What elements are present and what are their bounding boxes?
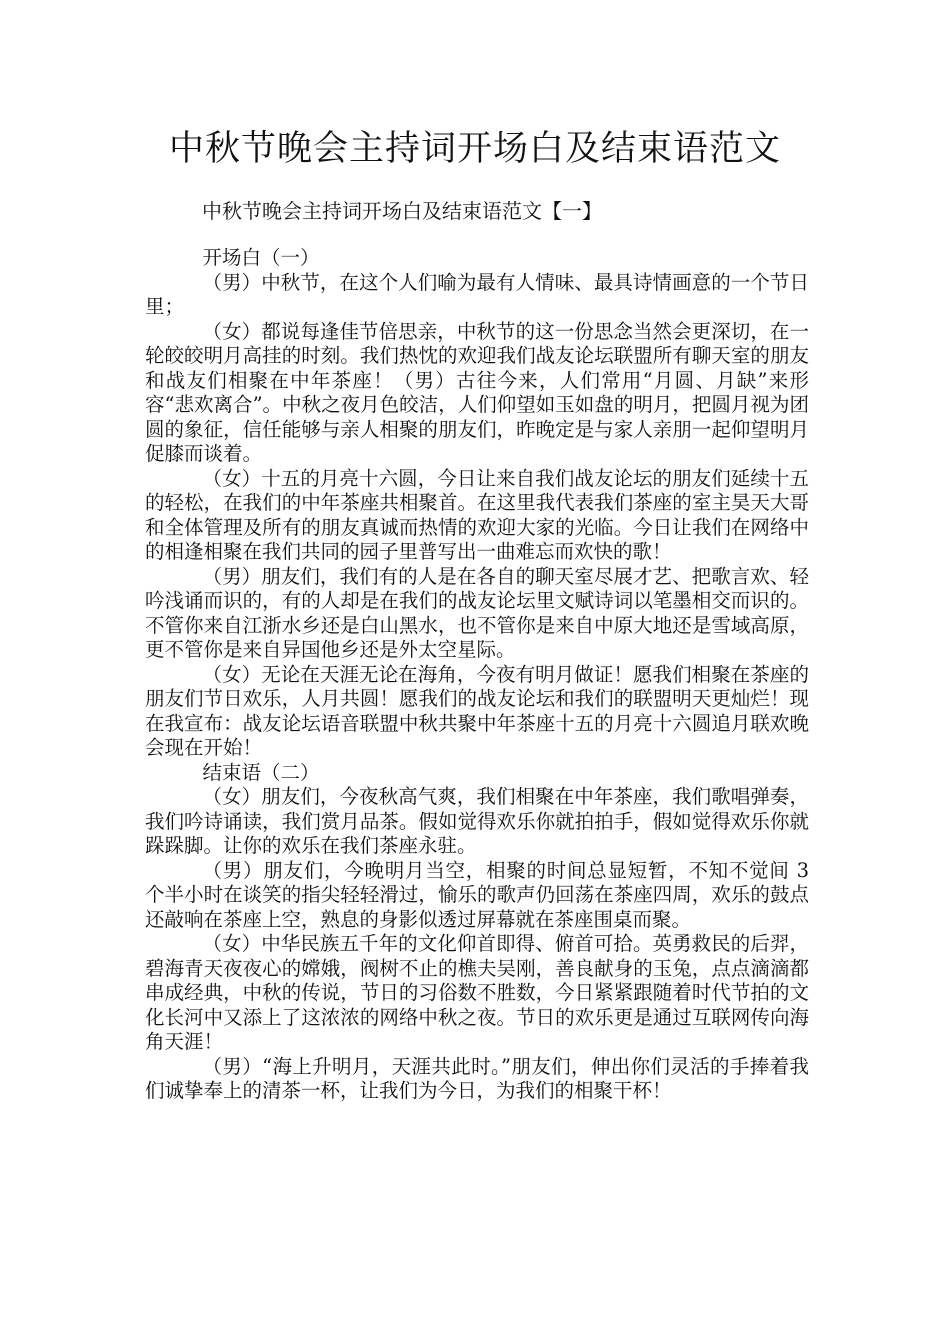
paragraph: （女）朋友们，今夜秋高气爽，我们相聚在中年茶座，我们歌唱弹奏，我们吟诗诵读，我们赏月品茶。假如觉得欢乐你就拍拍手，假如觉得欢乐你就跺跺脚。让你的欢乐在我们茶座永驻。 — [145, 785, 809, 857]
document-title: 中秋节晚会主持词开场白及结束语范文 — [168, 129, 781, 169]
document-subtitle: 中秋节晚会主持词开场白及结束语范文【一】 — [202, 199, 602, 223]
paragraph: （女）十五的月亮十六圆，今日让来自我们战友论坛的朋友们延续十五的轻松，在我们的中年茶座共相聚首。在这里我代表我们茶座的室主昊天大哥和全体管理及所有的朋友真诚而热情的欢迎大家的光临。今日让我们在网络中的相逢相聚在我们共同的园子里普写出一曲难忘而欢快的歌！ — [145, 466, 809, 563]
paragraph: （男）朋友们，我们有的人是在各自的聊天室尽展才艺、把歌言欢、轻吟浅诵而识的，有的人却是在我们的战友论坛里文赋诗词以笔墨相交而识的。不管你来自江浙水乡还是白山黑水，也不管你是来自中原大地还是雪域高原，更不管你是来自异国他乡还是外太空星际。 — [145, 564, 809, 661]
document-body — [145, 246, 809, 1104]
paragraph: （男）“海上升明月，天涯共此时。”朋友们，伸出你们灵活的手捧着我们诚挚奉上的清茶一杯，让我们为今日，为我们的相聚干杯！ — [145, 1054, 809, 1102]
section-heading-opening: 开场白（一） — [202, 246, 320, 269]
paragraph: （男）朋友们，今晚明月当空，相聚的时间总显短暂，不知不觉间 3 个半小时在谈笑的指尖轻轻滑过，愉乐的歌声仍回荡在茶座四周，欢乐的鼓点还敲响在茶座上空，熟息的身影似透过屏幕就在茶座围桌而聚。 — [145, 858, 809, 931]
section-heading-closing: 结束语（二） — [202, 760, 320, 784]
paragraph: （女）无论在天涯无论在海角，今夜有明月做证！愿我们相聚在茶座的朋友们节日欢乐，人月共圆！愿我们的战友论坛和我们的联盟明天更灿烂！现在我宣布：战友论坛语音联盟中秋共聚中年茶座十五的月亮十六圆追月联欢晚会现在开始！ — [145, 662, 809, 759]
paragraph: （女）都说每逢佳节倍思亲，中秋节的这一份思念当然会更深切，在一轮皎皎明月高挂的时刻。我们热忱的欢迎我们战友论坛联盟所有聊天室的朋友和战友们相聚在中年茶座！（男）古往今来，人们常用“月圆、月缺”来形容“悲欢离合”。中秋之夜月色皎洁，人们仰望如玉如盘的明月，把圆月视为团圆的象征，信任能够与亲人相聚的朋友们，昨晚定是与家人亲朋一起仰望明月促膝而谈着。 — [145, 319, 809, 465]
paragraph: （女）中华民族五千年的文化仰首即得、俯首可拾。英勇救民的后羿，碧海青天夜夜心的嫦娥，阀树不止的樵夫吴刚，善良献身的玉兔，点点滴滴都串成经典，中秋的传说，节日的习俗数不胜数，今日紧紧跟随着时代节拍的文化长河中又添上了这浓浓的网络中秋之夜。节日的欢乐更是通过互联网传向海角天涯！ — [145, 932, 809, 1053]
paragraph: （男）中秋节，在这个人们喻为最有人情味、最具诗情画意的一个节日里； — [145, 270, 809, 318]
